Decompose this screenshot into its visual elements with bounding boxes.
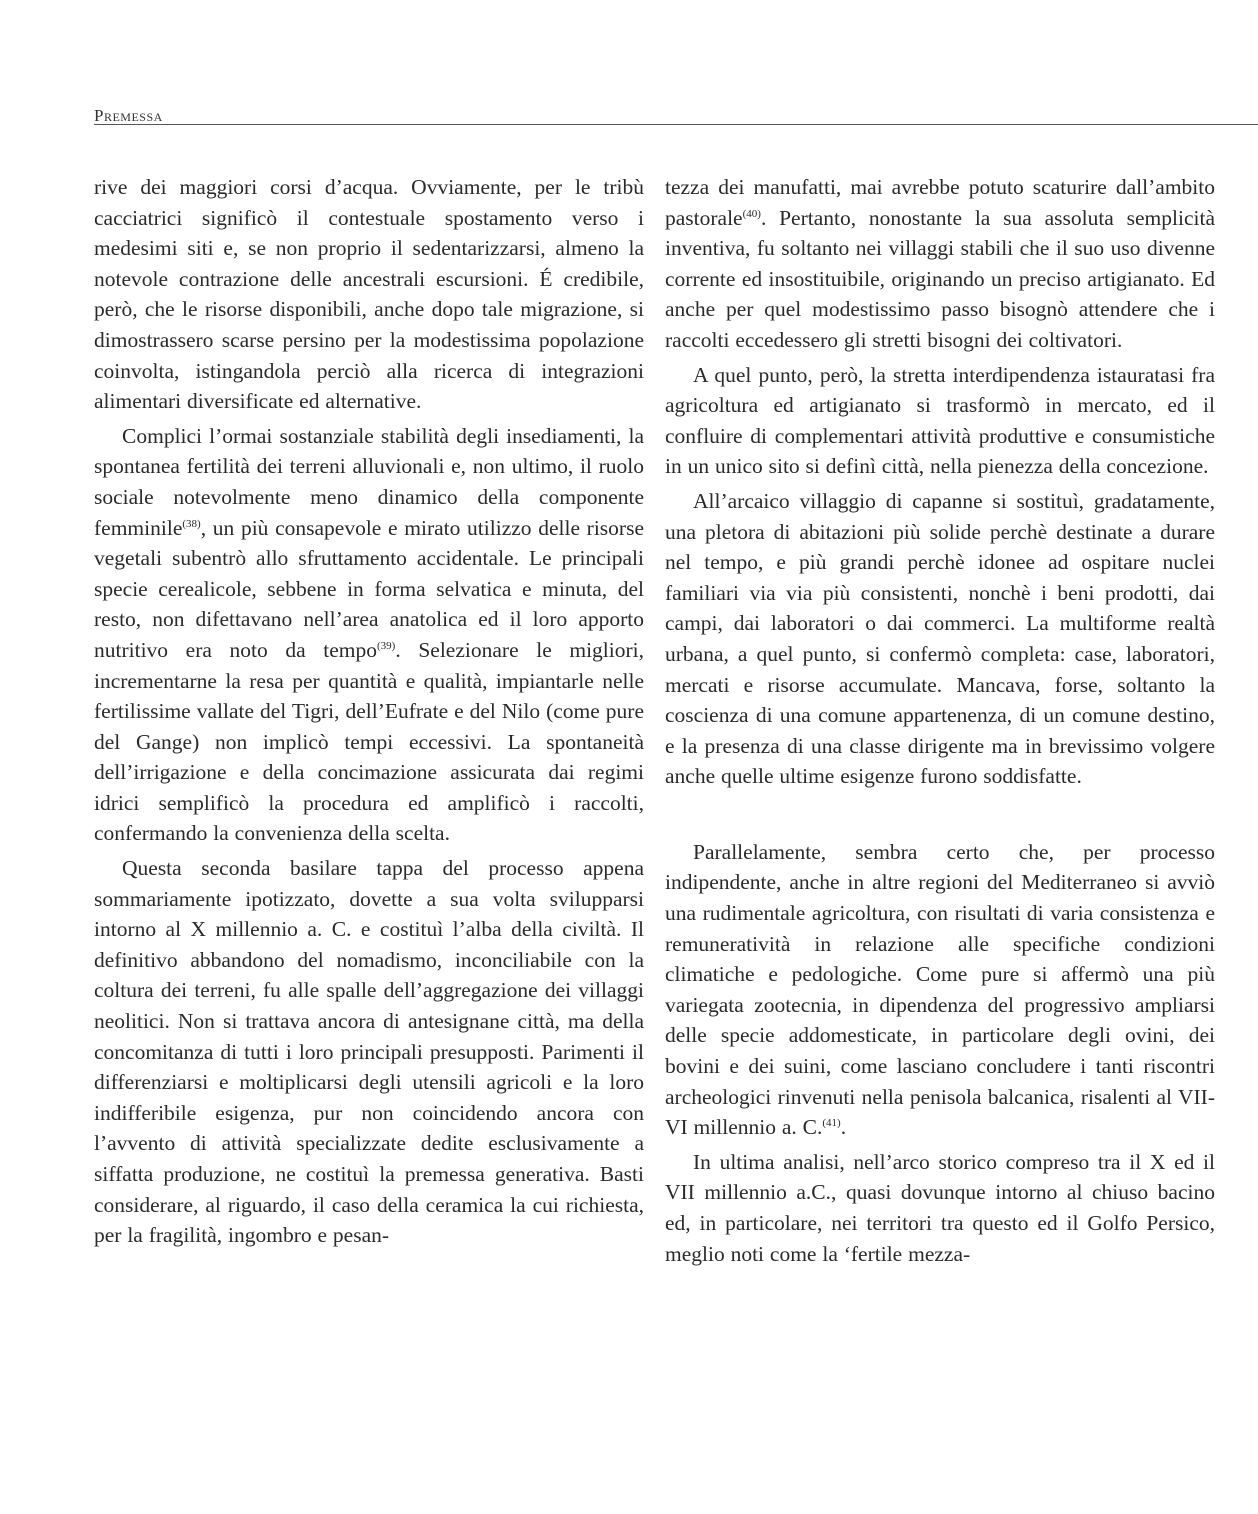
paragraph-text: Parallelamente, sembra certo che, per processo indipendente, anche in altre regioni del Mediterraneo si avviò una rudimentale agricoltura, con risultati di varia consistenza e remuneratività in relazione alle specifiche condizioni climatiche e pedologiche. Come pure si affermò una più variegata zootecnia, in dipendenza del progressivo ampliarsi delle specie addomesticate, in particolare degli ovini, dei bovini e dei suini, come lasciano concludere i tanti riscontri archeologici rinvenuti nella penisola balcanica, risalenti al VII-VI millennio a. C. <box>665 839 1215 1140</box>
paragraph <box>94 421 644 849</box>
paragraph: In ultima analisi, nell’arco storico compreso tra il X ed il VII millennio a.C., quasi dovunque intorno al chiuso bacino ed, in particolare, nei territori tra questo ed il Golfo Persico, meglio noti come la ‘fertile mezza- <box>665 1149 1215 1266</box>
paragraph: rive dei maggiori corsi d’acqua. Ovviamente, per le tribù cacciatrici significò il contestuale spostamento verso i medesimi siti e, se non proprio il sedentarizzarsi, almeno la notevole contrazione delle ancestrali escursioni. É credibile, però, che le risorse disponibili, anche dopo tale migrazione, si dimostrassero scarse persino per la modestissima popolazione coinvolta, istingandola perciò alla ricerca di integrazioni alimentari diversificate ed alternative. <box>94 175 644 414</box>
paragraph-text: . Pertanto, nonostante la sua assoluta semplicità inventiva, fu soltanto nei villaggi stabili che il suo uso divenne corrente ed insostituibile, originando un preciso artigianato. Ed anche per quel modestissimo passo bisognò attendere che i raccolti eccedessero gli stretti bisogni dei coltivatori. <box>665 205 1215 352</box>
footnote-ref-39: (39) <box>377 639 396 652</box>
paragraph-text: . Selezionare le migliori, incrementarne la resa per quantità e qualità, impiantarle nelle fertilissime vallate del Tigri, dell’Eufrate e del Nilo (come pure del Gange) non implicò tempi eccessivi. La spontaneità dell’irrigazione e della concimazione assicurata dai regimi idrici semplificò la procedura ed amplificò i raccolti, confermando la convenienza della scelta. <box>94 637 644 846</box>
paragraph-text: . <box>840 1115 847 1140</box>
running-head: Premessa <box>94 106 163 125</box>
section-break <box>665 792 1215 837</box>
footnote-ref-40: (40) <box>742 207 761 220</box>
left-column <box>94 172 644 1251</box>
paragraph: Questa seconda basilare tappa del processo appena sommariamente ipotizzato, dovette a sua volta svilupparsi intorno al X millennio a. C. e costituì l’alba della civiltà. Il definitivo abbandono del nomadismo, inconciliabile con la coltura dei terreni, fu alle spalle dell’aggregazione dei villaggi neolitici. Non si trattava ancora di antesignane città, ma della concomitanza di tutti i loro principali presupposti. Parimenti il differenziarsi e moltiplicarsi degli utensili agricoli e la loro indifferibile esigenza, pur non coincidendo ancora con l’avvento di attività specializzate dedite esclusivamente a siffatta produzione, ne costituì la premessa generativa. Basti considerare, al riguardo, il caso della ceramica la cui richiesta, per la fragilità, ingombro e pesan- <box>94 856 644 1248</box>
paragraph-text: Complici l’ormai sostanziale stabilità degli insediamenti, la spontanea fertilità dei terreni alluvionali e, non ultimo, il ruolo sociale notevolmente meno dinamico della componente femminile <box>94 423 644 540</box>
footnote-ref-41: (41) <box>822 1117 841 1130</box>
paragraph: All’arcaico villaggio di capanne si sostituì, gradatamente, una pletora di abitazioni più solide perchè destinate a durare nel tempo, e più grandi perchè idonee ad ospitare nuclei familiari via via più consistenti, nonchè i beni prodotti, dai campi, dai laboratori o dai commerci. La multiforme realtà urbana, a quel punto, si confermò completa: case, laboratori, mercati e risorse accumulate. Mancava, forse, soltanto la coscienza di una comune appartenenza, di un comune destino, e la presenza di una classe dirigente ma in brevissimo volgere anche quelle ultime esigenze furono soddisfatte. <box>665 488 1215 789</box>
paragraph-text: , un più consapevole e mirato utilizzo delle risorse vegetali subentrò allo sfruttamento accidentale. Le principali specie cerealicole, sebbene in forma selvatica e minuta, del resto, non difettavano nell’area anatolica ed il loro apporto nutritivo era noto da tempo <box>94 515 644 662</box>
right-column <box>665 172 1215 1269</box>
paragraph-text: tezza dei manufatti, mai avrebbe potuto scaturire dall’ambito pastorale <box>665 175 1215 230</box>
footnote-ref-38: (38) <box>182 517 201 530</box>
paragraph: A quel punto, però, la stretta interdipendenza istauratasi fra agricoltura ed artigianato si trasformò in mercato, ed il confluire di complementari attività produttive e consumistiche in un unico sito si definì città, nella pienezza della concezione. <box>665 362 1215 479</box>
paragraph <box>665 837 1215 1143</box>
paragraph <box>665 172 1215 356</box>
header-rule <box>94 124 1258 125</box>
